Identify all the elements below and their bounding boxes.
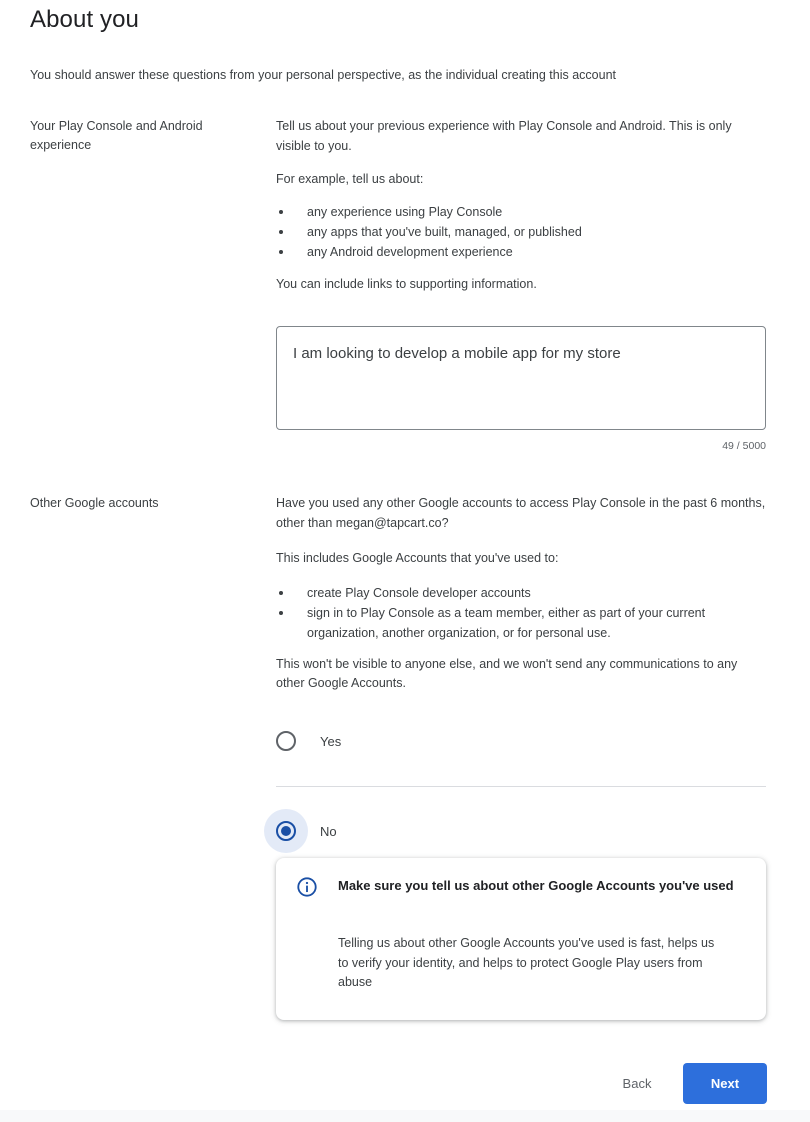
experience-example-intro: For example, tell us about: (276, 172, 424, 186)
list-item: any Android development experience (276, 242, 768, 262)
character-counter: 49 / 5000 (722, 440, 766, 452)
other-accounts-section-label: Other Google accounts (30, 496, 159, 510)
info-card-body: Telling us about other Google Accounts you've used is fast, helps us to verify your identity, and helps to protect Google Play users from abuse (338, 936, 715, 989)
radio-halo (264, 719, 308, 763)
list-item: sign in to Play Console as a team member, either as part of your current organization, another organization, or for personal use. (276, 603, 768, 643)
other-accounts-bullet-list (276, 583, 768, 643)
experience-bullet-list (276, 202, 768, 262)
divider (276, 786, 766, 787)
other-accounts-description-block (276, 494, 768, 694)
experience-textarea[interactable]: I am looking to develop a mobile app for my store (276, 326, 766, 430)
page-intro: You should answer these questions from your personal perspective, as the individual creating this account (30, 68, 616, 82)
experience-description: Tell us about your previous experience with Play Console and Android. This is only visible to you. (276, 119, 732, 153)
list-item: any experience using Play Console (276, 202, 768, 222)
radio-no-label[interactable]: No (320, 823, 337, 839)
other-accounts-question: Have you used any other Google accounts to access Play Console in the past 6 months, other than megan@tapcart.co? (276, 496, 766, 530)
back-button[interactable]: Back (622, 1075, 652, 1091)
next-button[interactable]: Next (683, 1063, 767, 1104)
page-title: About you (30, 6, 139, 33)
info-icon (296, 876, 318, 898)
radio-no-button[interactable] (276, 821, 296, 841)
other-accounts-privacy-note: This won't be visible to anyone else, and we won't send any communications to any other Google Accounts. (276, 656, 738, 690)
info-card (276, 858, 766, 1020)
info-card-title: Make sure you tell us about other Google Accounts you've used (338, 878, 734, 893)
list-item: any apps that you've built, managed, or published (276, 222, 768, 242)
list-item: create Play Console developer accounts (276, 583, 768, 603)
radio-halo (264, 809, 308, 853)
footer-strip (0, 1110, 810, 1122)
radio-yes-button[interactable] (276, 731, 296, 751)
experience-links-note: You can include links to supporting information. (276, 276, 537, 291)
radio-yes-label[interactable]: Yes (320, 733, 342, 749)
experience-description-block (276, 117, 768, 294)
other-accounts-includes-intro: This includes Google Accounts that you've used to: (276, 551, 559, 565)
radio-option-no[interactable] (264, 809, 337, 853)
radio-option-yes[interactable] (264, 719, 341, 763)
experience-section-label: Your Play Console and Android experience (30, 119, 203, 152)
